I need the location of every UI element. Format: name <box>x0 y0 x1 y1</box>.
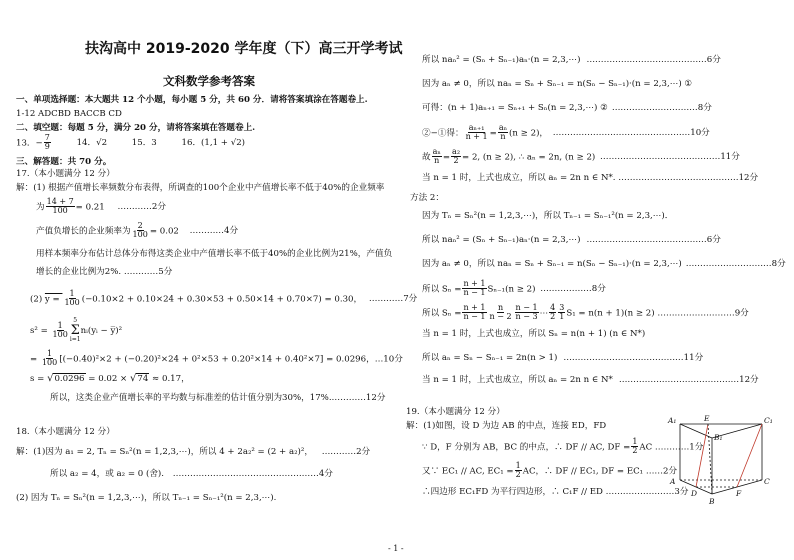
q19-line-2 <box>422 438 703 456</box>
r-line-12-num-1: n + 1 <box>463 303 486 312</box>
q17-variance-expression: nᵢ(yᵢ − y̅)² <box>80 326 123 336</box>
q17-variance-calc-eq: = <box>30 354 40 365</box>
mc-answers: 1-12 ADCBD BACCB CD <box>16 109 122 119</box>
r-line-12-frac-2 <box>489 304 513 322</box>
label-e: E <box>704 414 710 423</box>
section-3-heading: 三、解答题：共 70 分。 <box>16 157 112 167</box>
r-line-11 <box>422 280 606 298</box>
q17-variance-label: s² = <box>30 326 51 336</box>
r-line-13: 当 n = 1 时，上式也成立，所以 Sₙ = n(n + 1) (n ∈ N*) <box>422 329 646 339</box>
q17-line-3-fraction <box>132 222 149 240</box>
sigma-symbol: 5 Σ i=1 <box>69 317 81 343</box>
r-line-12-den-2: n − 2 <box>489 312 512 322</box>
r-line-12-body: S₁ = n(n + 1)(n ≥ 2) <box>566 308 655 319</box>
r-line-12-dots: ⋯ <box>539 308 549 319</box>
q19-heading: 19.（本小题满分 12 分） <box>406 407 505 417</box>
r-line-10-score: …………………………8分 <box>685 259 786 269</box>
label-d: D <box>691 489 698 498</box>
r-line-4-score: …………………………………………10分 <box>552 128 710 139</box>
fill-answers <box>16 134 245 152</box>
r-line-14-score: ……………………………………11分 <box>563 353 704 363</box>
q18-heading: 18.（本小题满分 12 分） <box>16 427 115 437</box>
label-a1: A₁ <box>668 416 677 425</box>
r-line-1-text: 所以 naₙ² = (Sₙ + Sₙ₋₁)aₙ·(n = 2,3,⋯) <box>422 55 581 65</box>
fill-14: 14．√2 <box>76 138 108 149</box>
r-line-3-score: …………………………8分 <box>611 103 712 113</box>
r-line-12-frac-1 <box>462 304 486 322</box>
r-line-12-num-5: 3 <box>559 303 565 312</box>
r-line-15-score: ……………………………………12分 <box>618 375 759 385</box>
r-line-12-score: ………………………9分 <box>657 308 749 319</box>
r-line-9-text: 所以 naₙ² = (Sₙ + Sₙ₋₁)aₙ·(n = 2,3,⋯) <box>422 235 581 245</box>
q17-variance-line <box>30 318 122 343</box>
r-line-1 <box>422 56 721 65</box>
q17-line-4: 用样本频率分布估计总体分布得这类企业中产值增长率不低于40%的企业比例为21%，产值负 <box>36 249 393 259</box>
segment-c1-f <box>737 424 762 487</box>
q19-line-1: 解：(1)如图，设 D 为边 AB 的中点，连接 ED，FD <box>406 421 607 431</box>
q17-line-2-num: 14 + 7 <box>46 197 74 206</box>
q17-line-3-num: 2 <box>137 221 143 230</box>
exam-title: 扶沟高中 2019-2020 学年度（下）高三开学考试 <box>85 41 403 57</box>
q17-line-2-fraction <box>46 198 75 216</box>
page-number: - 1 - <box>388 544 404 553</box>
prism-figure <box>666 414 776 506</box>
q17-variance-calc-fraction <box>41 350 58 368</box>
r-line-6: 当 n = 1 时，上式也成立，所以 aₙ = 2n n ∈ N*. ……………………………………12分 <box>422 173 759 183</box>
q17-stddev-label: s = <box>30 374 48 384</box>
q17-line-3-den: 100 <box>132 230 148 240</box>
r-line-4-cond: (n ≥ 2)， <box>509 128 549 139</box>
r-line-2: 因为 aₙ ≠ 0，所以 naₙ = Sₙ + Sₙ₋₁ = n(Sₙ − Sₙ₋₁)·(n = 2,3,⋯) ① <box>422 79 693 89</box>
r-line-4-eq: = <box>489 128 497 139</box>
r-line-4-num-1: aₙ₊₁ <box>468 123 485 132</box>
r-line-4-prefix: ②−①得： <box>422 128 464 139</box>
r-line-11-frac <box>462 280 486 298</box>
method-2-label: 方法 2： <box>410 193 444 203</box>
q17-mean-score: …………7分 <box>368 294 418 305</box>
r-line-12-frac-5 <box>558 304 565 322</box>
r-line-12 <box>422 304 749 322</box>
r-line-11-score: ………………8分 <box>540 284 606 295</box>
r-line-11-body: Sₙ₋₁(n ≥ 2) <box>487 284 536 295</box>
q17-mean-fraction <box>63 290 80 308</box>
q17-heading: 17.（本小题满分 12 分） <box>16 169 115 179</box>
q19-line-3-text: 又∵ EC₁ // AC, EC₁ = <box>422 466 514 477</box>
q18-line-1-text: 解：(1)因为 a₁ = 2, Tₙ = Sₙ²(n = 1,2,3,⋯)，所以 4 + 2a₂² = (2 + a₂)²， <box>16 447 313 457</box>
r-line-9 <box>422 236 721 245</box>
q18-line-1 <box>16 448 370 457</box>
sigma-bottom: i=1 <box>69 336 81 343</box>
q17-line-2-prefix: 为 <box>36 202 45 213</box>
r-line-5-score: ……………………………………11分 <box>600 152 740 163</box>
q19-line-2-num: 1 <box>632 437 638 446</box>
q19-line-3-frac <box>515 462 522 480</box>
r-line-12-den-3: n − 3 <box>515 312 538 322</box>
section-1-heading: 一、单项选择题：本大题共 12 个小题，每小题 5 分，共 60 分．请将答案填涂在答题卷上. <box>16 95 368 105</box>
q17-variance-calc <box>30 350 403 368</box>
q17-variance-calc-num: 1 <box>47 349 53 358</box>
q17-mean-num: 1 <box>69 289 75 298</box>
q17-line-2-score: …………2分 <box>117 202 166 213</box>
label-f: F <box>736 489 742 498</box>
q19-line-4: ∴四边形 EC₁FD 为平行四边形，∴ C₁F // ED ……………………3分 <box>422 487 689 497</box>
q17-mean-symbol: y = <box>44 294 63 305</box>
q17-mean-label: (2) <box>30 294 43 305</box>
q19-line-2-frac <box>631 438 638 456</box>
r-line-8: 因为 Tₙ = Sₙ²(n = 1,2,3,⋯)，所以 Tₙ₋₁ = Sₙ₋₁²(n = 2,3,⋯)． <box>422 211 674 221</box>
r-line-4-frac-1 <box>465 124 489 142</box>
q17-line-3-score: …………4分 <box>189 226 239 237</box>
fill-15: 15．3 <box>131 138 157 149</box>
q19-line-3 <box>422 462 677 480</box>
r-line-1-score: ……………………………………6分 <box>586 55 721 65</box>
q19-line-2-den: 2 <box>632 446 638 456</box>
r-line-12-num-2: n <box>497 303 504 312</box>
q19-line-2-text: ∵ D，F 分别为 AB，BC 的中点，∴ DF // AC, DF = <box>422 442 631 453</box>
r-line-5-den-1: n <box>434 156 440 166</box>
r-line-11-num: n + 1 <box>463 279 486 288</box>
q17-stddev-radicand2: 74 <box>137 374 149 384</box>
label-a: A <box>670 477 676 486</box>
r-line-12-prefix: 所以 Sₙ = <box>422 308 462 319</box>
r-line-4-frac-2 <box>498 124 508 142</box>
label-b: B <box>709 497 715 506</box>
exam-subtitle: 文科数学参考答案 <box>163 74 255 88</box>
r-line-5-eq: = <box>442 152 451 163</box>
label-c: C <box>764 477 770 486</box>
q17-stddev-mid: = 0.02 × <box>85 374 130 384</box>
q17-line-1: 解：(1) 根据产值增长率频数分布表得，所调查的100个企业中产值增长率不低于40%的企业频率 <box>16 183 385 193</box>
r-line-5-num-1: aₙ <box>432 147 441 156</box>
r-line-12-frac-3 <box>515 304 539 322</box>
r-line-15-text: 当 n = 1 时，上式也成立，所以 aₙ = 2n n ∈ N* <box>422 375 613 385</box>
fill-13-den: 9 <box>44 142 50 152</box>
q17-line-2-den: 100 <box>52 206 68 216</box>
q17-line-5: 增长的企业比例为2%. …………5分 <box>36 267 173 277</box>
q17-line-3-result: = 0.02 <box>149 226 179 237</box>
r-line-5 <box>422 148 740 166</box>
q17-line-2-result: = 0.21 <box>75 202 105 213</box>
r-line-5-frac-2 <box>451 148 461 166</box>
r-line-10 <box>422 260 786 269</box>
r-line-9-score: ……………………………………6分 <box>586 235 721 245</box>
fill-16: 16．(1,1 + √2) <box>181 138 246 149</box>
r-line-3 <box>422 104 712 113</box>
section-2-heading: 二、填空题：每题 5 分，满分 20 分，请将答案填在答题卷上. <box>16 123 256 133</box>
fill-13-fraction <box>44 134 51 152</box>
q17-variance-den: 100 <box>52 330 68 339</box>
q19-line-3-den: 2 <box>515 470 521 480</box>
q17-variance-calc-den: 100 <box>41 358 58 368</box>
r-line-5-frac-1 <box>432 148 442 166</box>
q17-stddev-result: ≈ 0.17， <box>149 374 190 384</box>
fill-13-label: 13． <box>16 138 36 149</box>
r-line-14 <box>422 354 703 363</box>
q17-mean-den: 100 <box>64 298 80 308</box>
q19-line-3-num: 1 <box>515 461 521 470</box>
q17-mean-line <box>30 290 417 308</box>
r-line-12-frac-4 <box>549 304 556 322</box>
r-line-4 <box>422 124 710 142</box>
label-c1: C₁ <box>764 416 773 425</box>
q18-line-3: (2) 因为 Tₙ = Sₙ²(n = 1,2,3,⋯)，所以 Tₙ₋₁ = Sₙ₋₁²(n = 2,3,⋯). <box>16 493 277 503</box>
q17-conclusion: 所以，这类企业产值增长率的平均数与标准差的估计值分别为30%，17%.…………12分 <box>50 393 386 403</box>
r-line-5-den-2: 2 <box>453 156 459 166</box>
q17-line-2 <box>36 198 166 216</box>
q17-line-3 <box>36 222 238 240</box>
q17-variance-fraction <box>52 322 69 340</box>
q17-stddev-line: s = √0.0296 = 0.02 × √74 ≈ 0.17， <box>30 373 190 384</box>
r-line-5-num-2: a₂ <box>452 147 461 156</box>
q17-variance-calc-score: …10分 <box>374 354 403 365</box>
q17-line-3-prefix: 产值负增长的企业频率为 <box>36 226 131 237</box>
r-line-12-num-3: n − 1 <box>515 303 538 312</box>
fill-13-num: 7 <box>44 133 50 142</box>
r-line-5-prefix: 故 <box>422 152 431 163</box>
r-line-4-den-2: n <box>500 132 506 142</box>
q17-mean-expression: (−0.10×2 + 0.10×24 + 0.30×53 + 0.50×14 + 0.70×7) = 0.30， <box>81 294 363 305</box>
q18-line-1-score: …………2分 <box>321 447 371 457</box>
q18-line-2-text: 所以 a₂ = 4，或 a₂ = 0 (舍). <box>50 469 165 479</box>
r-line-4-num-2: aₙ <box>498 123 508 132</box>
label-b1: B₁ <box>714 433 723 442</box>
r-line-12-den-5: 1 <box>559 312 565 322</box>
r-line-12-den-1: n − 1 <box>463 312 486 322</box>
r-line-11-den: n − 1 <box>463 288 486 298</box>
q17-variance-num: 1 <box>57 320 63 330</box>
r-line-11-prefix: 所以 Sₙ = <box>422 284 462 295</box>
r-line-3-text: 可得：(n + 1)aₙ₊₁ = Sₙ₊₁ + Sₙ(n = 2,3,⋯) ② <box>422 103 608 113</box>
r-line-14-text: 所以 aₙ = Sₙ − Sₙ₋₁ = 2n(n > 1) <box>422 353 558 363</box>
r-line-12-num-4: 4 <box>550 303 556 312</box>
q17-variance-calc-body: [(−0.40)²×2 + (−0.20)²×24 + 0²×53 + 0.20²×14 + 0.40²×7] = 0.0296， <box>59 354 375 365</box>
segment-e-b <box>708 424 712 494</box>
q19-line-3-tail: AC，∴ DF // EC₁, DF = EC₁ ……2分 <box>522 466 678 477</box>
r-line-10-text: 因为 aₙ ≠ 0，所以 naₙ = Sₙ + Sₙ₋₁ = n(Sₙ − Sₙ₋₁)·(n = 2,3,⋯) <box>422 259 682 269</box>
q17-stddev-radicand: 0.0296 <box>54 374 85 384</box>
q18-line-2-score: ……………………………………………4分 <box>172 469 333 479</box>
r-line-15 <box>422 376 759 385</box>
r-line-5-body: = 2, (n ≥ 2), ∴ aₙ = 2n, (n ≥ 2) <box>462 152 596 163</box>
q18-line-2 <box>50 470 333 479</box>
r-line-12-den-4: 2 <box>550 312 556 322</box>
sigma-top: 5 <box>73 317 78 324</box>
q19-line-2-tail: AC …………1分 <box>639 442 704 453</box>
fill-13-sign: − <box>35 138 43 149</box>
r-line-4-den-1: n + 1 <box>465 132 488 142</box>
